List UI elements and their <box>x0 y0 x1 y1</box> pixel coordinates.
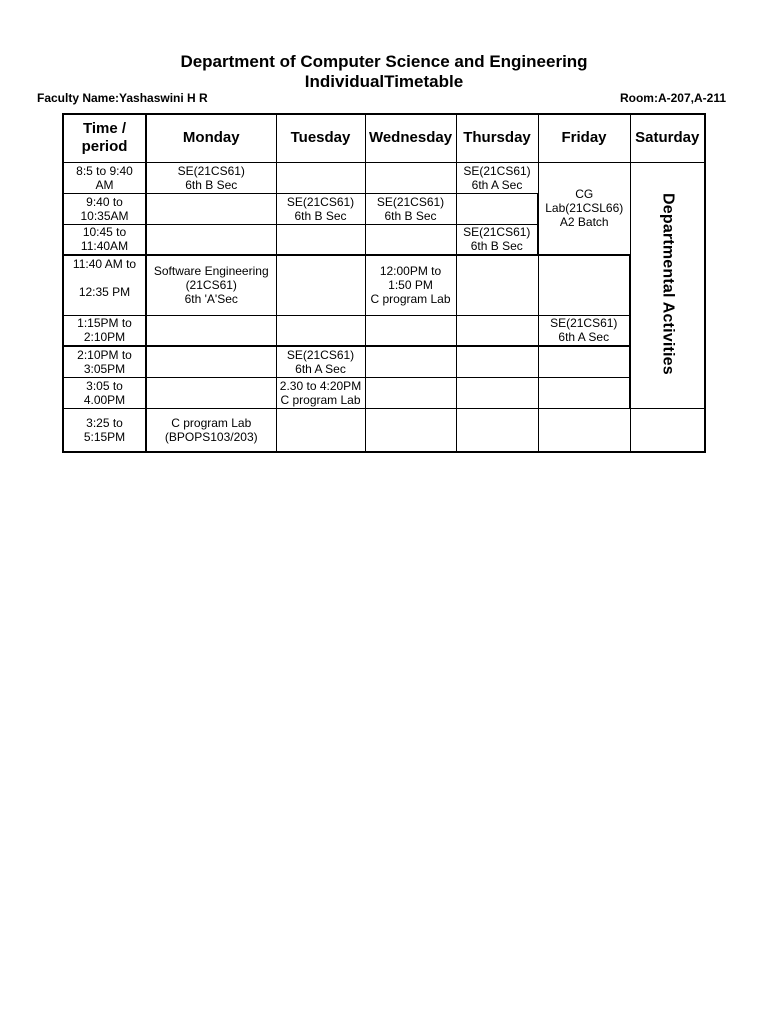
tuesday-cell <box>276 315 365 346</box>
thursday-cell <box>456 377 538 408</box>
departmental-activities-cell: Departmental Activities <box>630 162 705 408</box>
room-number: Room:A-207,A-211 <box>619 91 726 105</box>
friday-cell <box>538 377 630 408</box>
table-row <box>63 408 705 452</box>
col-header-time: Time / period <box>63 114 146 162</box>
tuesday-cell <box>276 224 365 255</box>
monday-cell <box>146 346 276 377</box>
friday-cell <box>538 255 630 315</box>
thursday-cell: SE(21CS61) 6th A Sec <box>456 162 538 193</box>
col-header-wednesday: Wednesday <box>365 114 456 162</box>
col-header-thursday: Thursday <box>456 114 538 162</box>
friday-lab-cell: CG Lab(21CSL66) A2 Batch <box>538 162 630 255</box>
timetable <box>62 113 706 453</box>
faculty-name: Faculty Name:Yashaswini H R <box>37 91 208 105</box>
time-cell: 10:45 to 11:40AM <box>63 224 146 255</box>
time-cell: 1:15PM to 2:10PM <box>63 315 146 346</box>
time-cell: 3:25 to 5:15PM <box>63 408 146 452</box>
time-cell: 11:40 AM to 12:35 PM <box>63 255 146 315</box>
thursday-cell <box>456 193 538 224</box>
thursday-cell <box>456 408 538 452</box>
department-title: Department of Computer Science and Engineering <box>180 52 588 71</box>
tuesday-cell <box>276 162 365 193</box>
tuesday-cell: SE(21CS61) 6th B Sec <box>276 193 365 224</box>
tuesday-cell <box>276 255 365 315</box>
saturday-cell <box>630 408 705 452</box>
friday-cell: SE(21CS61) 6th A Sec <box>538 315 630 346</box>
col-header-saturday: Saturday <box>630 114 705 162</box>
wednesday-cell <box>365 224 456 255</box>
tuesday-cell: 2.30 to 4:20PM C program Lab <box>276 377 365 408</box>
tuesday-cell: SE(21CS61) 6th A Sec <box>276 346 365 377</box>
monday-cell <box>146 193 276 224</box>
monday-cell <box>146 315 276 346</box>
wednesday-cell <box>365 162 456 193</box>
monday-cell: Software Engineering (21CS61) 6th 'A'Sec <box>146 255 276 315</box>
time-cell: 8:5 to 9:40 AM <box>63 162 146 193</box>
table-row <box>63 377 705 408</box>
wednesday-cell: SE(21CS61) 6th B Sec <box>365 193 456 224</box>
wednesday-cell <box>365 315 456 346</box>
wednesday-cell <box>365 346 456 377</box>
tuesday-cell <box>276 408 365 452</box>
monday-cell <box>146 224 276 255</box>
thursday-cell <box>456 315 538 346</box>
col-header-friday: Friday <box>538 114 630 162</box>
thursday-cell <box>456 346 538 377</box>
wednesday-cell: 12:00PM to 1:50 PM C program Lab <box>365 255 456 315</box>
table-row <box>63 162 705 193</box>
friday-cell <box>538 408 630 452</box>
time-cell: 3:05 to 4.00PM <box>63 377 146 408</box>
time-cell: 2:10PM to 3:05PM <box>63 346 146 377</box>
thursday-cell: SE(21CS61) 6th B Sec <box>456 224 538 255</box>
wednesday-cell <box>365 408 456 452</box>
col-header-tuesday: Tuesday <box>276 114 365 162</box>
monday-cell: SE(21CS61) 6th B Sec <box>146 162 276 193</box>
col-header-monday: Monday <box>146 114 276 162</box>
thursday-cell <box>456 255 538 315</box>
table-row <box>63 346 705 377</box>
monday-cell <box>146 377 276 408</box>
time-cell: 9:40 to 10:35AM <box>63 193 146 224</box>
table-row <box>63 255 705 315</box>
wednesday-cell <box>365 377 456 408</box>
monday-cell: C program Lab (BPOPS103/203) <box>146 408 276 452</box>
table-row <box>63 315 705 346</box>
header-row <box>63 114 705 162</box>
timetable-subtitle: IndividualTimetable <box>304 72 464 91</box>
friday-cell <box>538 346 630 377</box>
